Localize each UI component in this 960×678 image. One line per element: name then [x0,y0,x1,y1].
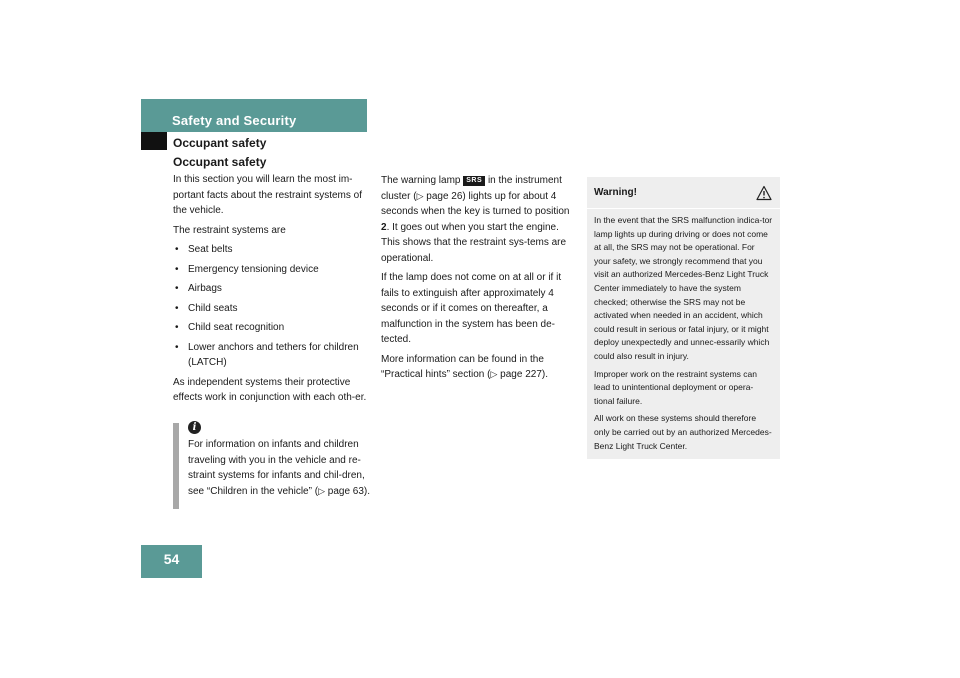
list-item: • Lower anchors and tethers for children (LATCH) [173,340,369,371]
list-item: • Seat belts [173,242,369,258]
warning-paragraph: Improper work on the restraint systems can lead to unintentional deployment or opera-tional failure. [594,368,757,406]
page-arrow-icon: ▷ [416,190,424,201]
page-reference: page 26) lights up for about 4 seconds when the key is turned to position [381,190,570,217]
srs-lamp-icon: SRS [463,176,485,186]
malfunction-paragraph: If the lamp does not come on at all or if it fails to extinguish after approximately 4 seconds or if it comes on thereafter, a malfunction in the system has been de-tected. [381,272,562,345]
warning-paragraph: All work on these systems should therefore only be carried out by an authorized Mercedes-Benz Light Truck Center. [594,413,772,451]
key-position: 2 [381,221,387,233]
page-number-box [141,545,202,578]
warning-box [587,177,780,459]
page-arrow-icon: ▷ [490,369,498,379]
page-number: 54 [163,551,180,567]
lamp-paragraph: The warning lamp SRS in the instrument cluster (▷ page 26) lights up for about 4 seconds when the key is turned to position 2. It goes out when you start the engine. This shows that the restraint sys-tems are operational. [381,175,570,264]
section-marker [141,132,167,150]
page-reference[interactable]: page 63). [324,485,371,497]
list-intro: The restraint systems are [173,224,286,236]
warning-triangle-icon [756,185,772,201]
page-reference[interactable]: page 227). [497,369,549,380]
page-subtitle: Occupant safety [173,136,267,150]
info-note [173,421,373,509]
note-text: For information on infants and children traveling with you in the vehicle and re-straint systems for infants and chil-dren, see “Children in the vehicle” (▷ page 63). [188,439,371,497]
restraint-systems-list [173,242,369,371]
list-item: • Emergency tensioning device [173,262,369,278]
more-info-paragraph: More information can be found in the “Practical hints” section (▷ page 227). [381,353,549,380]
list-item: • Child seat recognition [173,320,369,336]
warning-title: Warning! [594,187,637,198]
left-column [173,154,369,410]
section-title: Safety and Security [172,113,297,128]
intro-paragraph: In this section you will learn the most im-portant facts about the restraint systems of the vehicle. [173,174,362,216]
warning-header [587,177,780,208]
page-arrow-icon: ▷ [318,485,325,496]
section-heading: Occupant safety [173,155,267,169]
list-item: • Child seats [173,301,369,317]
closing-paragraph: As independent systems their protective effects work in conjunction with each oth-er. [173,376,367,403]
warning-paragraph: In the event that the SRS malfunction indica-tor lamp lights up during driving or does not come at all, the SRS may not be operational. For your safety, we strongly recommend that you visit an authorized Mercedes-Benz Light Truck Center immediately to have the system checked; otherwise the SRS may not be activated when needed in an accident, which could result in serious or fatal injury, or it might deploy unexpectedly and unnec-essarily which could also result in injury. [594,215,773,361]
note-sidebar [173,423,179,509]
list-item: • Airbags [173,281,369,297]
info-icon: i [188,421,201,434]
middle-column [381,173,573,387]
warning-body [587,209,780,453]
